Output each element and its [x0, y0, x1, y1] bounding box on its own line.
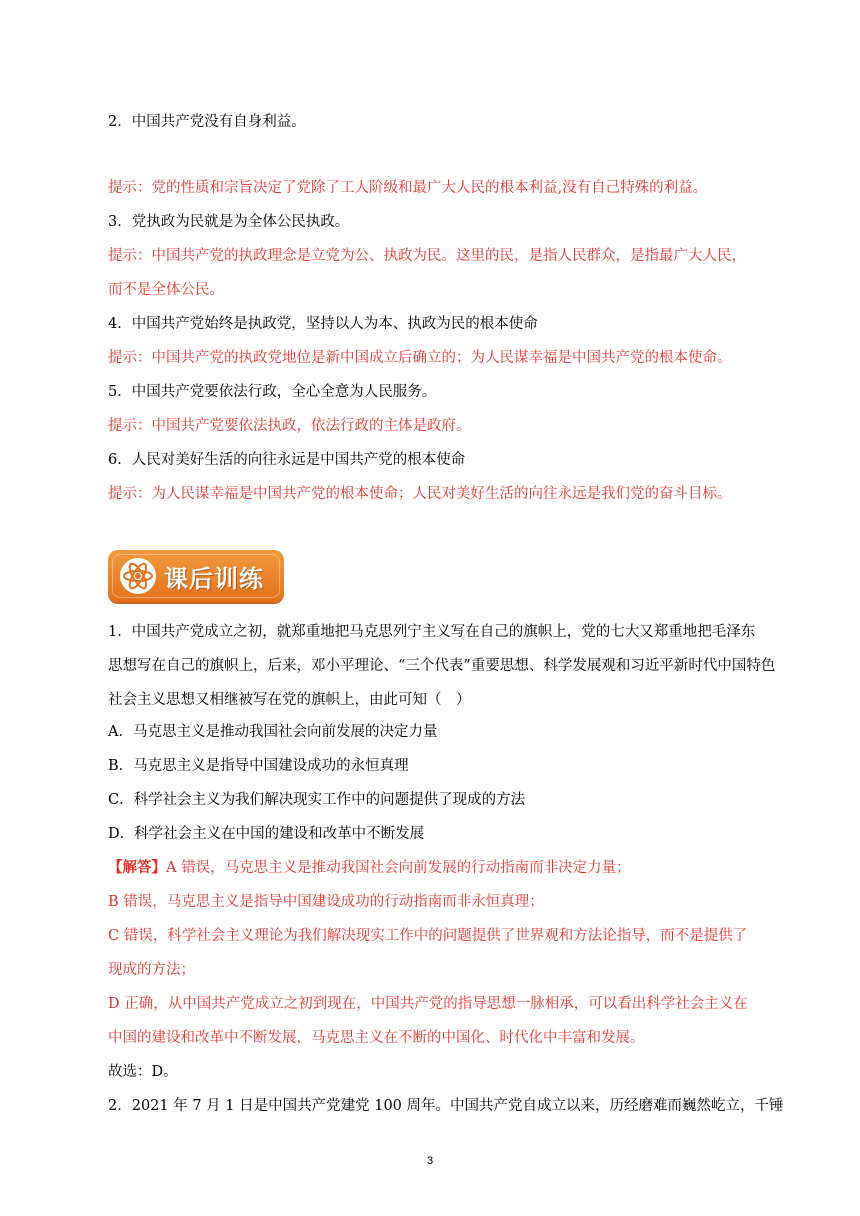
statement-4: 4．中国共产党始终是执政党，坚持以人为本、执政为民的根本使命	[108, 316, 538, 332]
q1-option-d: D．科学社会主义在中国的建设和改革中不断发展	[108, 826, 425, 842]
q1-option-a: A．马克思主义是推动我国社会向前发展的决定力量	[108, 724, 438, 740]
q1-option-b: B．马克思主义是指导中国建设成功的永恒真理	[108, 758, 409, 774]
q1-answer-line-3: C 错误，科学社会主义理论为我们解决现实工作中的问题提供了世界观和方法论指导，而不是提供了	[108, 928, 748, 944]
q1-stem-line-1: 1．中国共产党成立之初，就郑重地把马克思列宁主义写在自己的旗帜上，党的七大又郑重地把毛泽东	[108, 624, 756, 640]
hint-5: 提示：中国共产党要依法执政，依法行政的主体是政府。	[108, 418, 471, 434]
q1-answer-line-6: 中国的建设和改革中不断发展，马克思主义在不断的中国化、时代化中丰富和发展。	[108, 1030, 645, 1046]
q1-answer-line-5: D 正确，从中国共产党成立之初到现在，中国共产党的指导思想一脉相承，可以看出科学社会主义在	[108, 996, 748, 1012]
q1-stem-line-2: 思想写在自己的旗帜上，后来，邓小平理论、“三个代表”重要思想、科学发展观和习近平新时代中国特色	[108, 658, 776, 674]
atom-icon	[118, 556, 158, 596]
q1-answer-line-2: B 错误，马克思主义是指导中国建设成功的行动指南而非永恒真理；	[108, 894, 544, 910]
q1-option-c: C．科学社会主义为我们解决现实工作中的问题提供了现成的方法	[108, 792, 526, 808]
page-number: 3	[426, 1155, 434, 1167]
statement-2: 2．中国共产党没有自身利益。	[108, 114, 306, 130]
hint-3: 提示：中国共产党的执政理念是立党为公、执政为民。这里的民，是指人民群众，是指最广大人民，	[108, 248, 746, 264]
q1-answer-line-4: 现成的方法；	[108, 962, 195, 978]
statement-5: 5．中国共产党要依法行政，全心全意为人民服务。	[108, 384, 437, 400]
answer-text-a: A 错误，马克思主义是推动我国社会向前发展的行动指南而非决定力量；	[166, 860, 631, 876]
hint-6: 提示：为人民谋幸福是中国共产党的根本使命；人民对美好生活的向往永远是我们党的奋斗目标。	[108, 486, 732, 502]
answer-label: 【解答】	[108, 859, 166, 876]
statement-6: 6．人民对美好生活的向往永远是中国共产党的根本使命	[108, 452, 466, 468]
banner-title: 课后训练	[164, 565, 264, 593]
hint-4: 提示：中国共产党的执政党地位是新中国成立后确立的；为人民谋幸福是中国共产党的根本使命。	[108, 350, 732, 366]
q1-stem-line-3: 社会主义思想又相继被写在党的旗帜上，由此可知（ ）	[108, 692, 471, 708]
q2-stem-line-1: 2．2021 年 7 月 1 日是中国共产党建党 100 周年。中国共产党自成立以来，历经磨难而巍然屹立，千锤	[108, 1098, 784, 1114]
hint-2: 提示：党的性质和宗旨决定了党除了工人阶级和最广大人民的根本利益,没有自己特殊的利益。	[108, 180, 708, 196]
q1-answer-line-1	[108, 858, 631, 878]
statement-3: 3．党执政为民就是为全体公民执政。	[108, 214, 350, 230]
q1-choice: 故选：D。	[108, 1064, 178, 1080]
hint-3-cont: 而不是全体公民。	[108, 282, 224, 298]
section-banner	[108, 550, 284, 602]
